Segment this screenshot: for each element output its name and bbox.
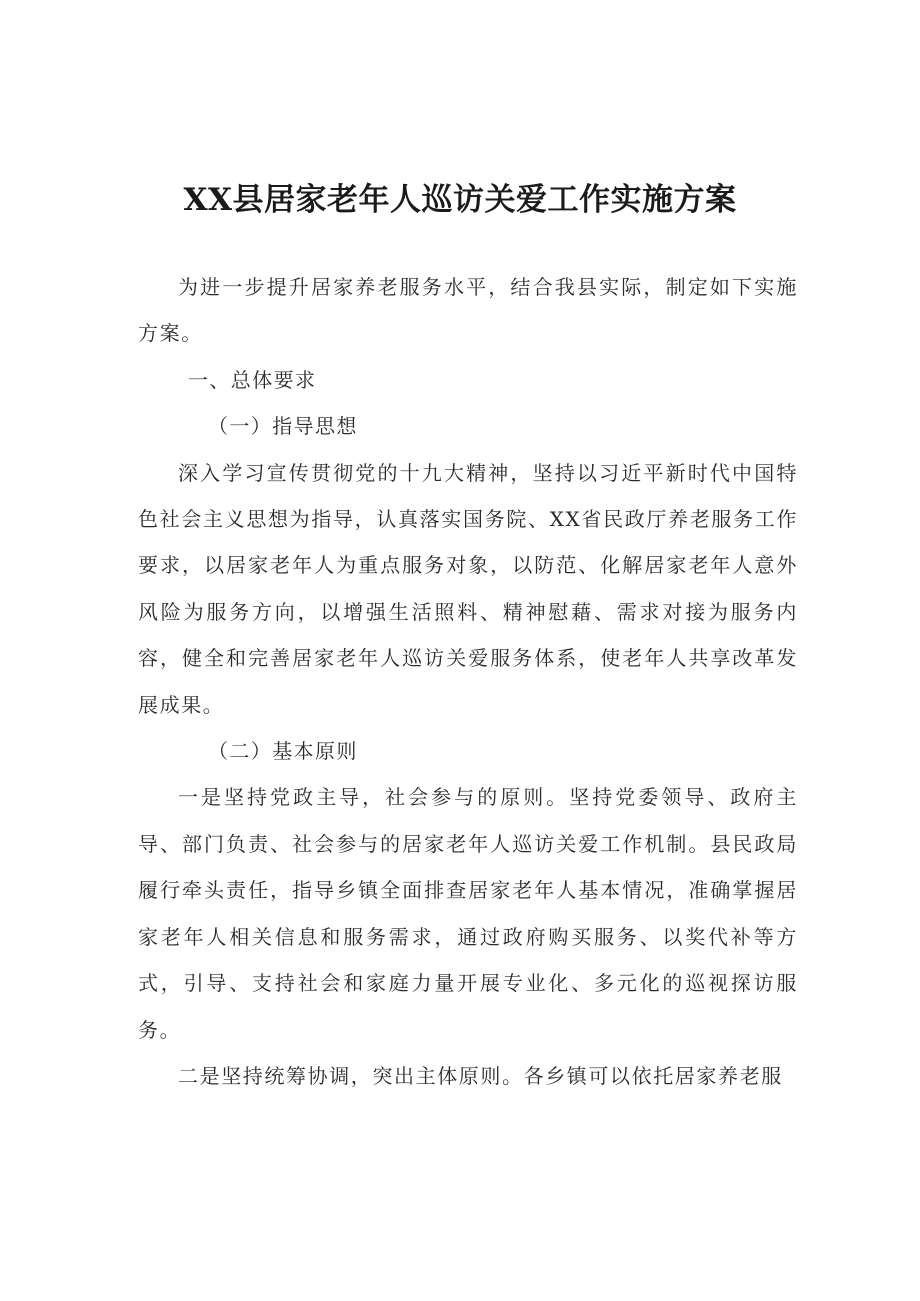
principle-one-paragraph: 一是坚持党政主导，社会参与的原则。坚持党委领导、政府主导、部门负责、社会参与的居家老年人巡访关爱工作机制。县民政局履行牵头责任，指导乡镇全面排查居家老年人基本情况，准确掌握居家老年人相关信息和服务需求，通过政府购买服务、以奖代补等方式，引导、支持社会和家庭力量开展专业化、多元化的巡视探访服务。	[138, 785, 798, 1042]
document-title: XX县居家老年人巡访关爱工作实施方案	[183, 182, 737, 218]
principle-two-paragraph: 二是坚持统筹协调，突出主体原则。各乡镇可以依托居家养老服	[178, 1063, 783, 1088]
intro-paragraph: 为进一步提升居家养老服务水平，结合我县实际，制定如下实施方案。	[138, 275, 798, 346]
section-heading-general-requirements: 一、总体要求	[188, 367, 317, 392]
document-body	[138, 264, 798, 1099]
subsection-heading-guiding-ideology: （一）指导思想	[208, 414, 358, 439]
subsection-heading-basic-principles: （二）基本原则	[208, 739, 358, 764]
guiding-ideology-paragraph: 深入学习宣传贯彻党的十九大精神，坚持以习近平新时代中国特色社会主义思想为指导，认真落实国务院、XX省民政厅养老服务工作要求，以居家老年人为重点服务对象，以防范、化解居家老年人意外风险为服务方向，以增强生活照料、精神慰藉、需求对接为服务内容，健全和完善居家老年人巡访关爱服务体系，使老年人共享改革发展成果。	[138, 460, 798, 717]
